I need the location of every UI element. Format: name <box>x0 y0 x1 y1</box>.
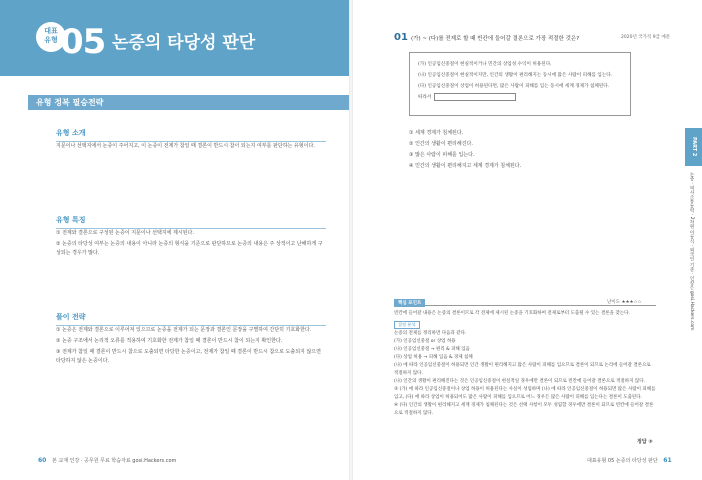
badge-line-2: 유형 <box>44 36 58 44</box>
strategy-list <box>56 326 324 368</box>
part-side-tab: PART 2 <box>685 128 702 166</box>
right-page-number: 61 <box>663 457 672 464</box>
side-running-text: 논증 · 의사소통능력 · 2차원 이동식 · 외국인 기준 · 인강은 gosi.Hackers.com <box>689 172 694 331</box>
conclusion-label: 따라서 <box>418 95 432 100</box>
left-page-number: 60 <box>38 457 47 464</box>
question-text: (가) ~ (다)를 전제로 할 때 빈칸에 들어갈 결론으로 가장 적절한 것은? <box>411 36 580 42</box>
type-number: 05 <box>60 22 106 62</box>
feature-item: ① 전제와 결론으로 구성된 논증이 지문이나 선택지에 제시된다. <box>56 230 194 236</box>
explanation <box>394 310 656 418</box>
left-footer <box>38 457 176 464</box>
right-footer-text: 대표유형 05 논증의 타당성 판단 <box>587 458 658 464</box>
badge-line-1: 대표 <box>44 27 58 35</box>
chapter-title: 논증의 타당성 판단 <box>112 33 256 53</box>
difficulty-rating: 난이도 ★★★☆☆ <box>607 300 642 305</box>
explanation-line: ④ (다) 인간의 생활이 편리해지고 세계 경제가 침체된다는 것은 선택 사항이 모두 성립할 경우에만 결론이 되므로 빈칸에 들어갈 결론으로 적절하지 않다. <box>394 403 654 416</box>
intro-paragraph: 지문이나 선택지에서 논증이 주어지고, 이 논증이 전제가 참일 때 결론이 반드시 참이 되는지 여부를 판단하는 유형이다. <box>56 143 315 149</box>
strategy-item: ② 논증 구조에서 논리적 오류를 적용하여 기호화한 전제가 참일 때 결론이 반드시 참이 되는지 확인한다. <box>56 338 283 344</box>
explanation-line: 논증의 전제를 정리하면 다음과 같다. <box>394 331 467 336</box>
answer-blank <box>434 93 516 101</box>
features-heading: 유형 특징 <box>56 215 326 229</box>
option-1[interactable]: ① 세계 경제가 침체된다. <box>409 130 464 136</box>
option-4[interactable]: ④ 인간의 생활이 편리해지고 세계 경제가 침체된다. <box>409 163 522 169</box>
strategy-heading: 풀이 전략 <box>56 312 326 326</box>
option-3[interactable]: ③ 많은 사람이 피해를 입는다. <box>409 152 475 158</box>
intro-text <box>56 142 324 153</box>
explanation-line: (나) 인공임신중절 → 편리 & 피해 입음 <box>394 347 470 352</box>
right-page <box>351 0 702 480</box>
question-number: 01 <box>394 32 408 43</box>
right-footer <box>587 457 672 464</box>
explanation-line: (나) 인간의 생활이 편리해진다는 것은 인공임신중절이 현실적일 경우에만 결론이 되므로 빈칸에 들어갈 결론으로 적절하지 않다. <box>394 379 646 384</box>
analysis-tag: 결정 분석 <box>394 321 420 329</box>
premise-line: (다) 인공임신중절이 상업이 허용된다면, 많은 사람이 피해를 입는 동시에 세계 경제가 침체된다. <box>418 84 610 89</box>
explanation-line: ③ (가) 에 따라 인공임신중절이나 상업 허용이 허용된다는 사실이 성립하며 (나) 에 따라 인공임신중절이 허용되면 많은 사람이 피해를 입고, (다) 에 따라 상업이 허용되어도 많은 사람이 피해를 입으므로 어느 경우든 많은 사람이 피해를 입는다는 결론이 도출된다. <box>394 387 656 400</box>
strategy-bar: 유형 정복 필승전략 <box>28 95 351 110</box>
left-footer-text: 본 교재 인강 · 공무원 무료 학습자료 gosi.Hackers.com <box>51 458 177 464</box>
premise-line: (나) 인공임신중절이 현실적이지만, 인간의 생활이 편리해지는 동시에 많은 사람이 피해를 입는다. <box>418 73 613 78</box>
explanation-divider <box>394 305 656 306</box>
explanation-intro: 빈칸에 들어갈 내용은 논증의 결론이므로 각 전제에 제시된 논증을 기호화하여 전제로부터 도출될 수 있는 결론을 찾는다. <box>394 311 630 316</box>
features-list <box>56 229 324 260</box>
chapter-header <box>0 0 351 76</box>
answer-tag: 핵심 포인트 <box>394 299 425 307</box>
answer-options <box>409 128 521 172</box>
feature-item: ② 논증의 타당성 여부는 논증의 내용이 아니라 논증의 형식을 기준으로 판단하므로 논증의 내용은 주 상적이고 난해하게 구성되는 경우가 많다. <box>56 241 323 256</box>
premise-line: (가) 인공임신중절이 현실적이거나 민간의 상업성 수익이 허용된다. <box>418 62 552 67</box>
explanation-line: (나) 에 따라 인공임신중절이 허용되면 인간 생활이 편리해지고 많은 사람이 피해를 입으므로 결론이 되므로 논리에 들어갈 결론으로 적절하지 않다. <box>394 363 651 376</box>
intro-heading: 유형 소개 <box>56 128 326 142</box>
strategy-item: ① 논증은 전제와 결론으로 이루어져 있으므로 논증을 전제가 되는 문장과 결론인 문장을 구별하여 간단히 기호화한다. <box>56 327 312 333</box>
explanation-line: (다) 상업 허용 → 피해 입음 & 경제 침체 <box>394 355 473 360</box>
explanation-line: (가) 인공임신중절 or 상업 허용 <box>394 339 456 344</box>
conclusion-line <box>418 92 622 103</box>
correct-answer: 정답 ③ <box>637 439 653 445</box>
option-2[interactable]: ② 인간의 생활이 편리해진다. <box>409 141 473 147</box>
strategy-item: ③ 전제가 참일 때 결론이 반드시 참으로 도출되면 타당한 논증이고, 전제가 참일 때 결론이 반드시 참으로 도출되지 않으면 타당하지 않은 논증이다. <box>56 349 321 364</box>
question-source: 2020년 국가직 9급 예문 <box>621 35 671 40</box>
premise-box <box>409 52 631 116</box>
